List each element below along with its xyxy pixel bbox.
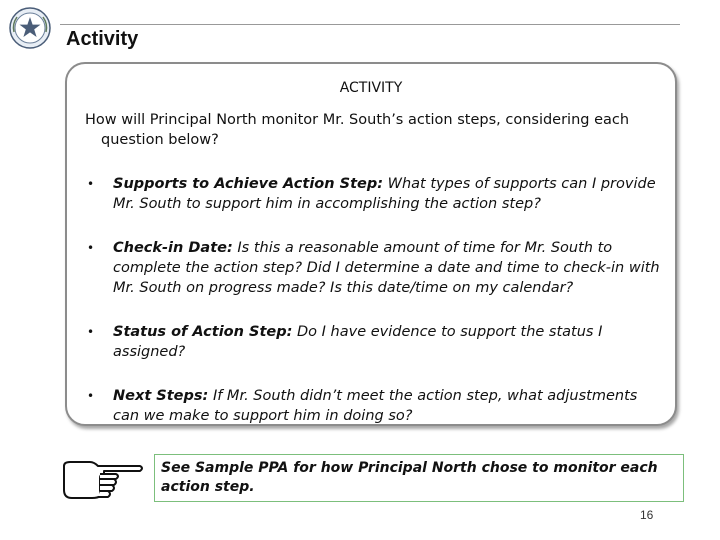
page-number: 16 [640,508,654,522]
bullet-text: Is this a reasonable amount of time for Mr. South to complete the action step? Did I determine a date and time to check-in with Mr. South on progress made? Is this date/time on my calendar? [113,240,660,296]
slide-title: Activity [66,28,139,50]
bullet-icon: • [87,241,95,255]
bullet-text: Do I have evidence to support the status I assigned? [113,324,603,360]
bullet-term: Check-in Date: [113,240,233,256]
activity-box [65,62,677,426]
list-item [85,322,665,362]
bullet-text: If Mr. South didn’t meet the action step, what adjustments can we make to support him in doing so? [113,388,638,424]
bullet-icon: • [87,325,95,339]
pointing-hand-icon [60,458,146,500]
bullet-icon: • [87,389,95,403]
bullet-term: Status of Action Step: [113,324,293,340]
note-box: See Sample PPA for how Principal North chose to monitor each action step. [154,454,684,502]
question-list [85,174,665,426]
bullet-term: Supports to Achieve Action Step: [113,176,384,192]
list-item [85,174,665,214]
list-item [85,386,665,426]
bullet-term: Next Steps: [113,388,209,404]
header-rule [60,24,680,25]
state-seal-icon [8,6,52,50]
activity-heading: ACTIVITY [339,80,403,96]
list-item [85,238,665,298]
bullet-text: What types of supports can I provide Mr. South to support him in accomplishing the action step? [113,176,656,212]
bullet-icon: • [87,177,95,191]
activity-prompt: How will Principal North monitor Mr. South’s action steps, considering each question below? [85,112,630,148]
